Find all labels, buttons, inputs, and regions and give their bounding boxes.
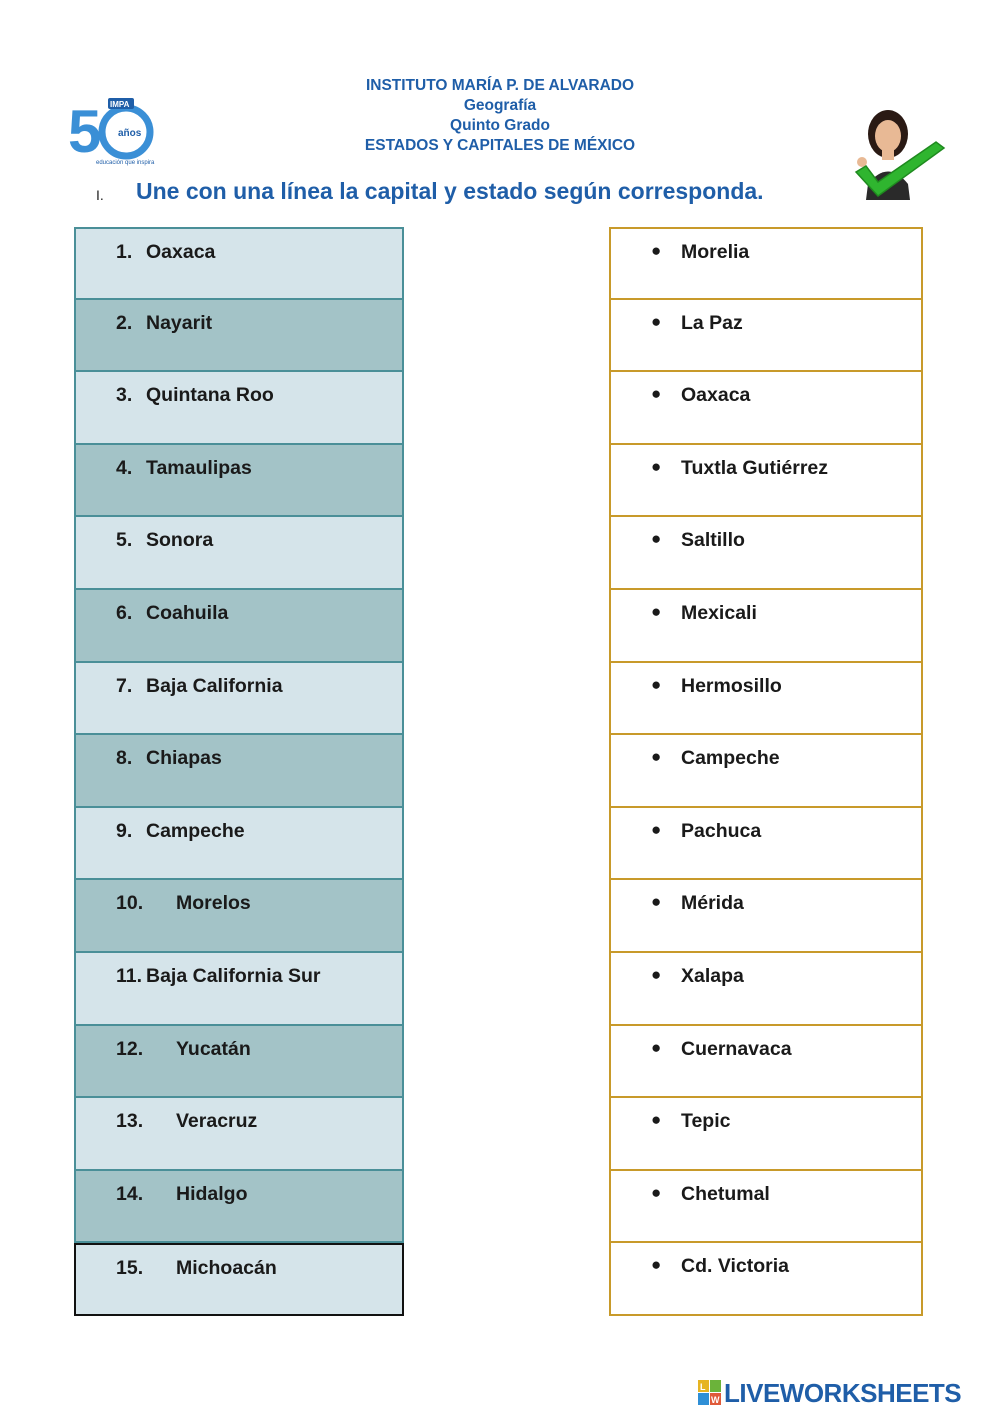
capital-row[interactable] [609,808,923,881]
grade-name: Quinto Grado [450,117,550,134]
bullet-icon: ● [651,384,662,404]
capital-name: Morelia [681,241,750,263]
state-row[interactable] [74,590,404,663]
capital-name: Xalapa [681,964,744,987]
state-number: 11. [116,964,143,987]
instruction [96,178,856,208]
logo-mark-l: L [700,1382,706,1392]
instruction-text: Une con una línea la capital y estado según corresponda. [136,178,764,204]
state-name: Campeche [146,819,245,842]
liveworksheets-brand: LIVEWORKSHEETS [724,1378,962,1408]
capital-name: Pachuca [681,819,762,842]
state-number: 5. [116,529,133,552]
state-row[interactable] [74,517,404,590]
state-name: Quintana Roo [146,384,274,407]
instruction-numeral: I. [96,187,104,203]
institute-name: INSTITUTO MARÍA P. DE ALVARADO [365,77,635,94]
state-row[interactable] [74,372,404,445]
state-name: Yucatán [176,1037,251,1060]
state-name: Oaxaca [146,241,216,263]
capital-name: Tepic [681,1110,731,1133]
state-number: 10. [116,892,144,915]
bullet-icon: ● [651,241,662,260]
state-name: Morelos [176,892,251,915]
state-row[interactable] [74,1026,404,1099]
capital-name: Saltillo [681,529,745,552]
bullet-icon: ● [651,747,662,767]
capital-row[interactable] [609,1098,923,1171]
state-number: 3. [116,384,133,407]
state-number: 1. [116,241,133,263]
capital-row[interactable] [609,227,923,300]
capital-row[interactable] [609,953,923,1026]
capital-name: Chetumal [681,1182,770,1205]
state-number: 9. [116,819,133,842]
liveworksheets-footer [698,1378,998,1408]
bullet-icon: ● [651,529,662,549]
state-row[interactable] [74,735,404,808]
bullet-icon: ● [651,674,662,694]
bullet-icon: ● [651,1255,662,1275]
capital-name: Mérida [681,892,744,915]
bullet-icon: ● [651,819,662,839]
bullet-icon: ● [651,1037,662,1057]
capital-name: Cuernavaca [681,1037,792,1060]
capital-name: La Paz [681,311,743,334]
state-name: Veracruz [176,1110,258,1133]
state-number: 2. [116,311,133,334]
state-row[interactable] [74,663,404,736]
logo-number: 5 [68,98,102,165]
capital-row[interactable] [609,1243,923,1316]
state-name: Hidalgo [176,1182,248,1205]
state-number: 12. [116,1037,144,1060]
state-row[interactable] [74,300,404,373]
state-name: Chiapas [146,747,222,770]
state-row[interactable] [74,1171,404,1244]
capital-name: Mexicali [681,601,757,624]
capital-row[interactable] [609,445,923,518]
bullet-icon: ● [651,964,662,984]
state-number: 4. [116,456,133,479]
capital-row[interactable] [609,517,923,590]
state-name: Tamaulipas [146,456,252,479]
logo-years: años [118,128,142,139]
state-row[interactable] [74,880,404,953]
capital-row[interactable] [609,880,923,953]
capital-row[interactable] [609,372,923,445]
topic-title: ESTADOS Y CAPITALES DE MÉXICO [364,137,636,154]
bullet-icon: ● [651,456,662,476]
capital-name: Campeche [681,747,780,770]
state-number: 7. [116,674,133,697]
logo-mark-w: W [711,1395,720,1405]
school-logo [68,94,160,166]
state-row[interactable] [74,227,404,300]
bullet-icon: ● [651,601,662,621]
liveworksheets-logo-icon [698,1380,722,1406]
subject-name: Geografía [463,97,537,114]
bullet-icon: ● [651,892,662,912]
state-number: 15. [116,1257,144,1280]
capital-name: Cd. Victoria [681,1255,790,1278]
capital-name: Oaxaca [681,384,751,407]
state-row[interactable] [74,445,404,518]
state-row[interactable] [74,1243,404,1316]
capital-row[interactable] [609,1171,923,1244]
capital-name: Hermosillo [681,674,782,697]
capitals-column [609,227,923,1316]
state-row[interactable] [74,1098,404,1171]
capital-row[interactable] [609,735,923,808]
teacher-avatar [848,104,948,216]
capital-row[interactable] [609,663,923,736]
capital-row[interactable] [609,1026,923,1099]
logo-badge: IMPA [110,100,130,109]
state-number: 8. [116,747,133,770]
logo-tagline: educación que inspira [96,160,155,166]
bullet-icon: ● [651,311,662,331]
state-row[interactable] [74,953,404,1026]
capital-name: Tuxtla Gutiérrez [681,456,829,479]
state-name: Nayarit [146,311,213,334]
state-row[interactable] [74,808,404,881]
states-column [74,227,404,1316]
state-number: 13. [116,1110,144,1133]
bullet-icon: ● [651,1182,662,1202]
bullet-icon: ● [651,1110,662,1130]
capital-row[interactable] [609,300,923,373]
state-name: Baja California Sur [146,964,321,987]
state-name: Michoacán [176,1257,277,1280]
state-name: Baja California [146,674,283,697]
state-name: Coahuila [146,601,229,624]
state-name: Sonora [146,529,214,552]
capital-row[interactable] [609,590,923,663]
state-number: 6. [116,601,133,624]
state-number: 14. [116,1182,144,1205]
